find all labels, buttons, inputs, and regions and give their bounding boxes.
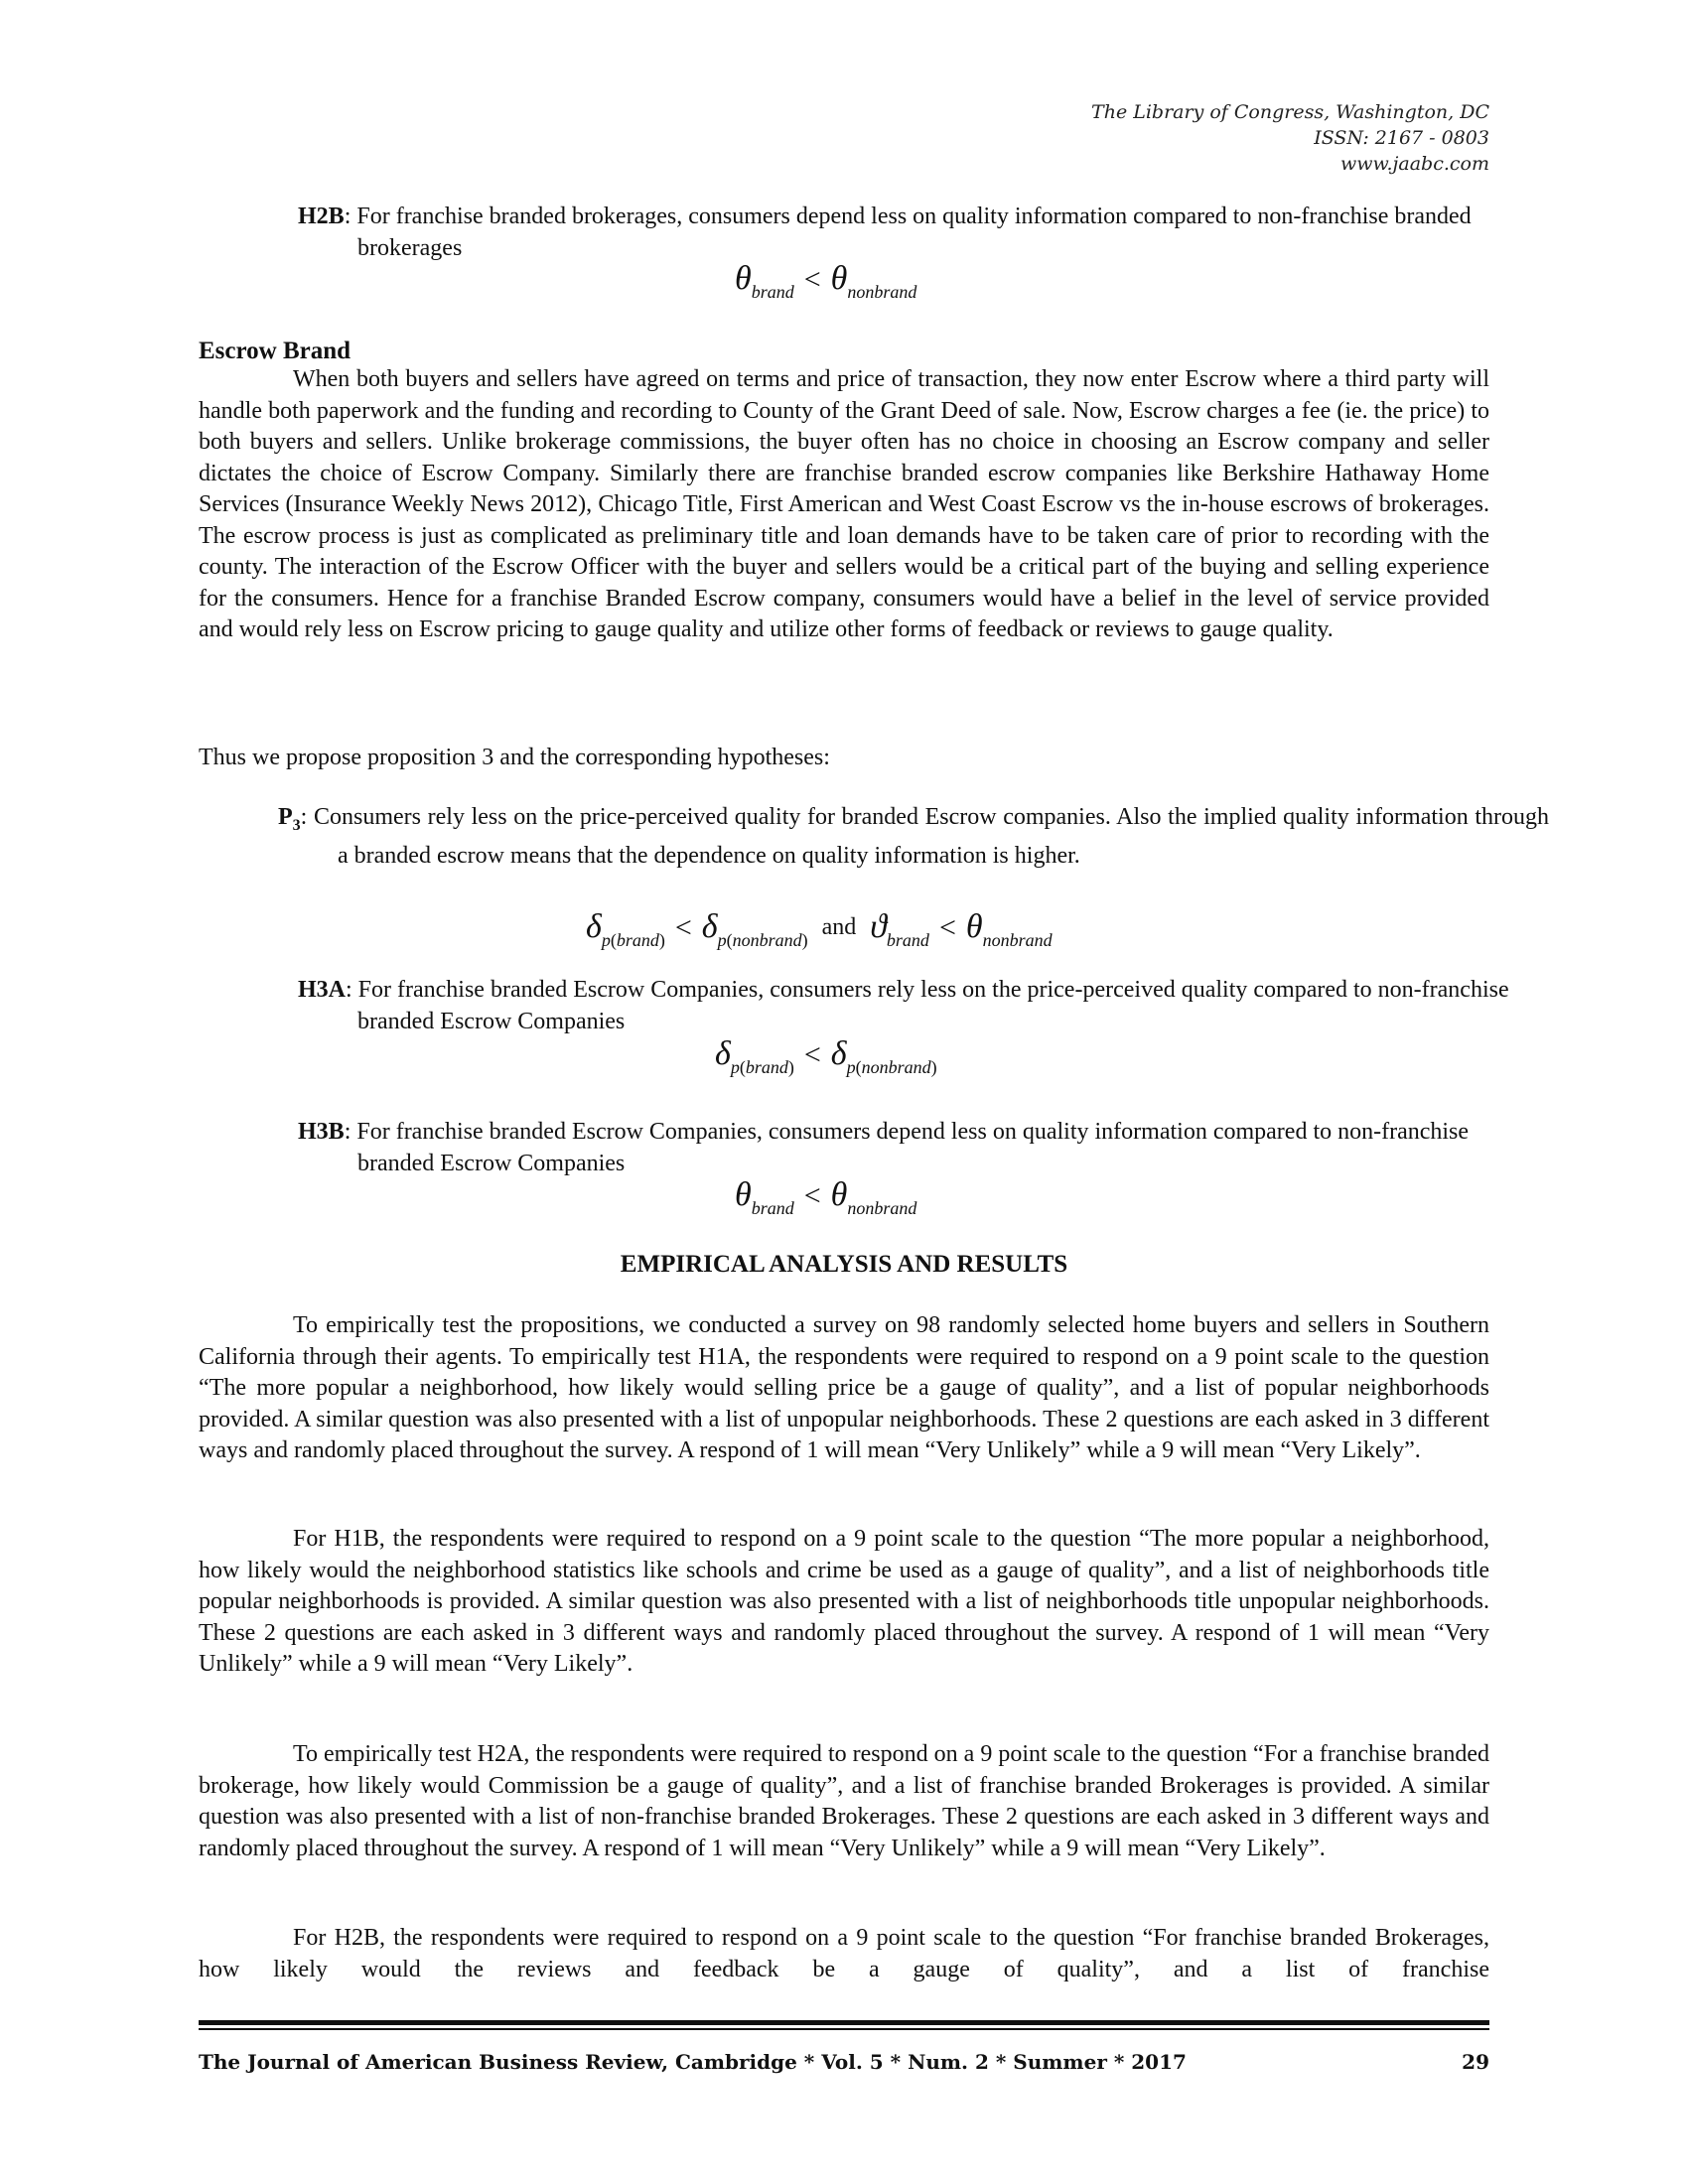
theta-symbol: θ xyxy=(830,1176,848,1213)
footer-rule-thick xyxy=(199,2020,1489,2025)
p3-text: : Consumers rely less on the price-perceived quality for branded Escrow companies. Also the implied quality information through a branded escrow means that the dependence on quality information is higher. xyxy=(300,804,1549,870)
delta-symbol: δ xyxy=(586,908,602,945)
h3b-text: : For franchise branded Escrow Companies, consumers depend less on quality information compared to non-franchise branded Escrow Companies xyxy=(344,1119,1470,1176)
paragraph-thus: Thus we propose proposition 3 and the corresponding hypotheses: xyxy=(199,745,830,770)
hypothesis-h3b xyxy=(298,1117,1509,1179)
theta-symbol: θ xyxy=(965,908,983,945)
hypothesis-h3a xyxy=(298,975,1509,1037)
h3a-text: : For franchise branded Escrow Companies, consumers rely less on the price-perceived quality compared to non-franchise branded Escrow Companies xyxy=(346,977,1509,1034)
page-number: 29 xyxy=(1462,2050,1489,2074)
p3-label: $P_3$ xyxy=(278,804,301,834)
paragraph-empirical-4: For H2B, the respondents were required to respond on a 9 point scale to the question “For franchise branded Brokerages, how likely would the reviews and feedback be a gauge of quality”, and a list of franchise xyxy=(199,1925,1489,1982)
subscript-nonbrand: nonbrand xyxy=(847,282,917,302)
delta-symbol: δ xyxy=(701,908,718,945)
footer-rule-thin xyxy=(199,2028,1489,2030)
theta-symbol: θ xyxy=(735,260,752,297)
header-issn: ISSN: 2167 - 0803 xyxy=(1314,127,1489,149)
less-than: < xyxy=(803,1179,821,1212)
less-than: < xyxy=(938,911,956,944)
header-library: The Library of Congress, Washington, DC xyxy=(1091,101,1489,123)
theta-symbol: θ xyxy=(735,1176,752,1213)
delta-symbol: δ xyxy=(715,1035,731,1072)
footer-journal: The Journal of American Business Review, Cambridge * Vol. 5 * Num. 2 * Summer * 2017 xyxy=(199,2050,1187,2074)
and-word: and xyxy=(821,914,857,940)
equation-h3b: $\theta_{brand} < \theta_{nonbrand}$ xyxy=(735,1176,917,1218)
vartheta-symbol: ϑ xyxy=(870,908,887,945)
equation-h2b xyxy=(735,260,917,302)
less-than: < xyxy=(803,1038,821,1071)
less-than: < xyxy=(674,911,692,944)
paragraph-empirical-2: For H1B, the respondents were required to respond on a 9 point scale to the question “The more popular a neighborhood, how likely would the neighborhood statistics like schools and crime be used as a gauge of quality”, and a list of neighborhoods title popular neighborhoods is provided. A similar question was also presented with a list of neighborhoods title unpopular neighborhoods. These 2 questions are each asked in 3 different ways and randomly placed throughout the survey. A respond of 1 will mean “Very Unlikely” while a 9 will mean “Very Likely”. xyxy=(199,1526,1489,1677)
section-heading-empirical: EMPIRICAL ANALYSIS AND RESULTS xyxy=(620,1251,1068,1278)
page-footer xyxy=(199,2050,1489,2074)
running-header xyxy=(1091,99,1489,177)
proposition-p3 xyxy=(278,802,1549,873)
section-heading-escrow: Escrow Brand xyxy=(199,338,352,364)
h2b-label: H2B xyxy=(298,204,345,229)
paragraph-empirical-3: To empirically test H2A, the respondents were required to respond on a 9 point scale to the question “For a franchise branded brokerage, how likely would Commission be a gauge of quality”, and a list of franchise branded Brokerages is provided. A similar question was also presented with a list of non-franchise branded Brokerages. These 2 questions are each asked in 3 different ways and randomly placed throughout the survey. A respond of 1 will mean “Very Unlikely” while a 9 will mean “Very Likely”. xyxy=(199,1741,1489,1861)
h2b-text: : For franchise branded brokerages, consumers depend less on quality information compared to non-franchise branded brokerages xyxy=(344,204,1472,261)
theta-symbol: θ xyxy=(830,260,848,297)
delta-symbol: δ xyxy=(830,1035,847,1072)
subscript-brand: brand xyxy=(751,282,794,302)
hypothesis-h2b xyxy=(298,202,1509,264)
header-website: www.jaabc.com xyxy=(1339,153,1489,175)
h3b-label: H3B xyxy=(298,1119,345,1145)
h3a-label: H3A xyxy=(298,977,346,1003)
less-than: < xyxy=(803,263,821,296)
paragraph-empirical-1: To empirically test the propositions, we conducted a survey on 98 randomly selected home buyers and sellers in Southern California through their agents. To empirically test H1A, the respondents were required to respond on a 9 point scale to the question “The more popular a neighborhood, how likely would selling price be a gauge of quality”, and a list of popular neighborhoods provided. A similar question was also presented with a list of unpopular neighborhoods. These 2 questions are each asked in 3 different ways and randomly placed throughout the survey. A respond of 1 will mean “Very Unlikely” while a 9 will mean “Very Likely”. xyxy=(199,1312,1489,1463)
equation-p3: $\delta_{p(brand)} < \delta_{p(nonbrand)}$ and $ϑ_{brand} < \theta_{nonbrand}$ xyxy=(586,908,1053,950)
equation-h3a: $\delta_{p(brand)} < \delta_{p(nonbrand)}$ xyxy=(715,1035,937,1077)
paragraph-escrow: When both buyers and sellers have agreed on terms and price of transaction, they now enter Escrow where a third party will handle both paperwork and the funding and recording to County of the Grant Deed of sale. Now, Escrow charges a fee (ie. the price) to both buyers and sellers. Unlike brokerage commissions, the buyer often has no choice in choosing an Escrow company and seller dictates the choice of Escrow Company. Similarly there are franchise branded escrow companies like Berkshire Hathaway Home Services (Insurance Weekly News 2012), Chicago Title, First American and West Coast Escrow vs the in-house escrows of brokerages. The escrow process is just as complicated as preliminary title and loan demands have to be taken care of prior to recording with the county. The interaction of the Escrow Officer with the buyer and sellers would be a critical part of the buying and selling experience for the consumers. Hence for a franchise Branded Escrow company, consumers would have a belief in the level of service provided and would rely less on Escrow pricing to gauge quality and utilize other forms of feedback or reviews to gauge quality. xyxy=(199,366,1489,642)
